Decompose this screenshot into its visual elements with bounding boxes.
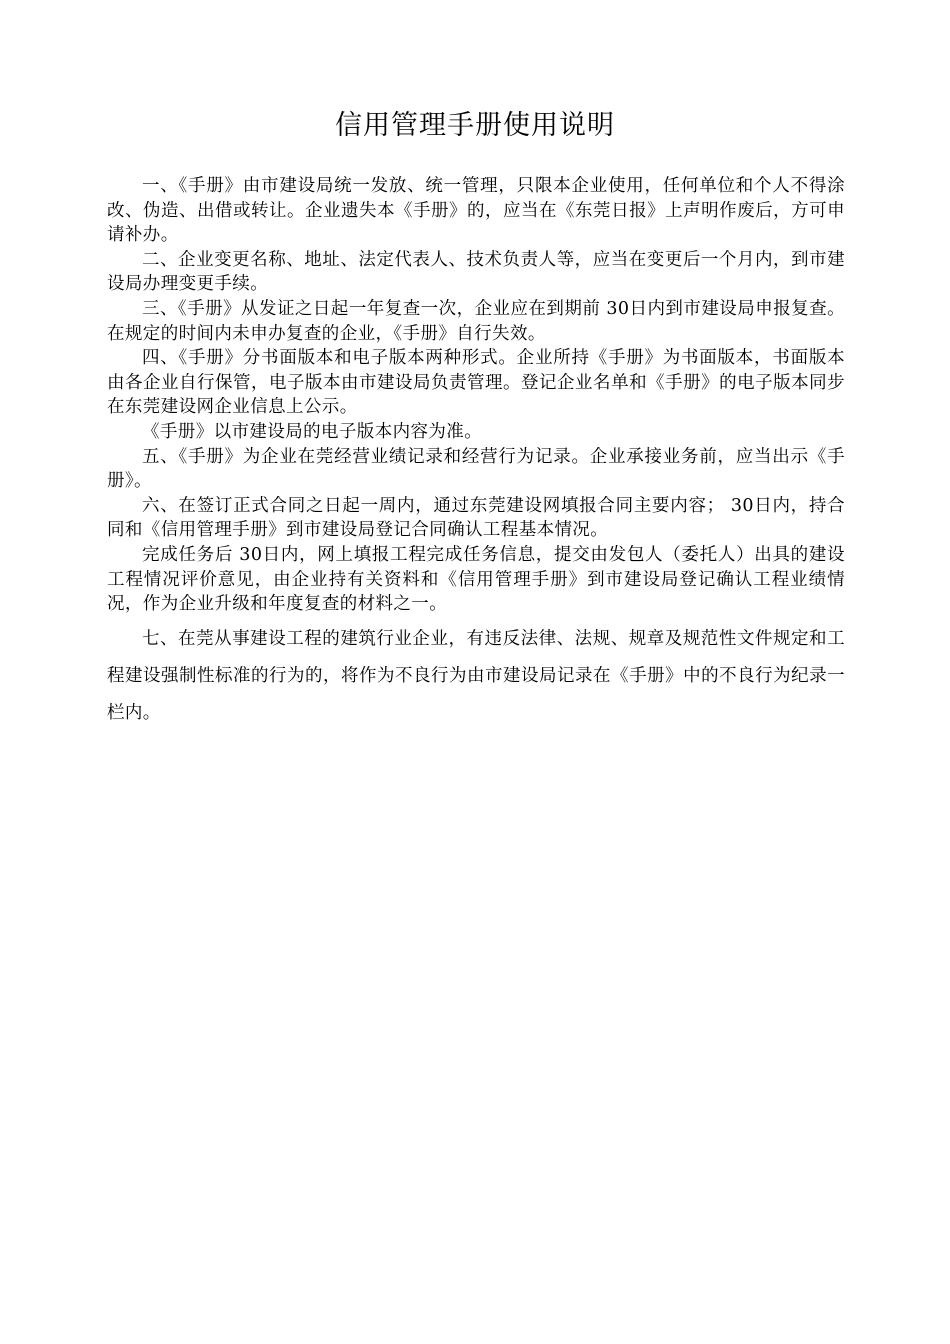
paragraph-6-continued: 完成任务后 30日内，网上填报工程完成任务信息，提交由发包人（委托人）出具的建设工程情况评价意见，由企业持有关资料和《信用管理手册》到市建设局登记确认工程业绩情况，作为企业升级和年度复查的材料之一。 <box>107 544 845 615</box>
paragraph-2: 二、企业变更名称、地址、法定代表人、技术负责人等，应当在变更后一个月内，到市建设局办理变更手续。 <box>107 249 845 295</box>
paragraph-4-note: 《手册》以市建设局的电子版本内容为准。 <box>142 421 483 442</box>
paragraph-7: 七、在莞从事建设工程的建筑行业企业，有违反法律、法规、规章及规范性文件规定和工程建设强制性标准的行为的，将作为不良行为由市建设局记录在《手册》中的不良行为纪录一栏内。 <box>107 628 845 723</box>
paragraph-1: 一、《手册》由市建设局统一发放、统一管理，只限本企业使用，任何单位和个人不得涂改、伪造、出借或转让。企业遗失本《手册》的，应当在《东莞日报》上声明作废后，方可申请补办。 <box>107 176 845 246</box>
paragraph-6: 六、在签订正式合同之日起一周内，通过东莞建设网填报合同主要内容； 30日内，持合同和《信用管理手册》到市建设局登记合同确认工程基本情况。 <box>107 495 845 541</box>
paragraph-5: 五、《手册》为企业在莞经营业绩记录和经营行为记录。企业承接业务前，应当出示《手册》。 <box>107 446 845 492</box>
paragraph-3: 三、《手册》从发证之日起一年复查一次，企业应在到期前 30日内到市建设局申报复查。在规定的时间内未申办复查的企业，《手册》自行失效。 <box>107 298 845 344</box>
document-body <box>107 174 845 732</box>
paragraph-4: 四、《手册》分书面版本和电子版本两种形式。企业所持《手册》为书面版本，书面版本由各企业自行保管，电子版本由市建设局负责管理。登记企业名单和《手册》的电子版本同步在东莞建设网企业信息上公示。 <box>107 348 845 418</box>
document-title: 信用管理手册使用说明 <box>335 110 615 141</box>
